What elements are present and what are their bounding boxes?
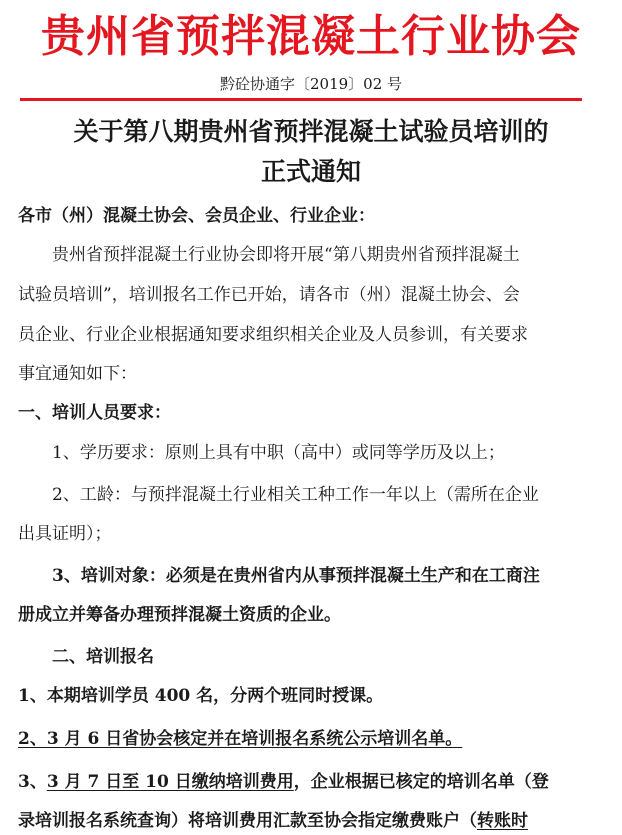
notice-title-line1: 关于第八期贵州省预拌混凝土试验员培训的 [73, 117, 549, 146]
item3-transfer-note: 转账时 [477, 811, 528, 831]
registration-item-2: 2、3 月 6 日省协会核定并在培训报名系统公示培训名单。 [18, 729, 463, 749]
section2-heading: 二、培训报名 [52, 647, 154, 667]
salutation: 各市（州）混凝土协会、会员企业、行业企业： [18, 206, 375, 226]
organization-title: 贵州省预拌混凝土行业协会 [41, 11, 581, 62]
document-number: 黔砼协通字〔2019〕02 号 [219, 75, 403, 93]
requirement-2-line1: 2、工龄：与预拌混凝土行业相关工种工作一年以上（需所在企业 [52, 485, 539, 505]
intro-line-3: 员企业、行业企业根据通知要求组织相关企业及人员参训，有关要求 [18, 325, 528, 345]
intro-line-4: 事宜通知如下： [18, 364, 137, 384]
requirement-1: 1、学历要求：原则上具有中职（高中）或同等学历及以上； [52, 443, 505, 463]
notice-title-line2: 正式通知 [260, 157, 361, 186]
requirement-3-line1: 3、培训对象：必须是在贵州省内从事预拌混凝土生产和在工商注 [52, 566, 540, 586]
intro-line-1: 贵州省预拌混凝土行业协会即将开展“第八期贵州省预拌混凝土 [52, 245, 520, 265]
item3-text: ，企业根据已核定的培训名单（登 [293, 772, 549, 792]
intro-line-2: 试验员培训”，培训报名工作已开始，请各市（州）混凝土协会、会 [18, 285, 520, 305]
registration-item-1: 1、本期培训学员 400 名，分两个班同时授课。 [18, 686, 384, 706]
registration-item-3-line2 [18, 809, 608, 833]
item3-line2-text: 录培训报名系统查询）将培训费用汇款至协会指定缴费账户（ [18, 811, 477, 831]
red-divider-line [20, 98, 582, 101]
requirement-2-line2: 出具证明）； [18, 524, 112, 544]
registration-item-3-line1 [18, 770, 608, 794]
section1-heading: 一、培训人员要求： [18, 403, 171, 423]
item3-payment-date: 3 月 7 日至 10 日缴纳培训费用 [46, 772, 294, 792]
requirement-3-line2: 册成立并筹备办理预拌混凝土资质的企业。 [18, 605, 341, 625]
item3-number: 3、 [18, 772, 47, 792]
